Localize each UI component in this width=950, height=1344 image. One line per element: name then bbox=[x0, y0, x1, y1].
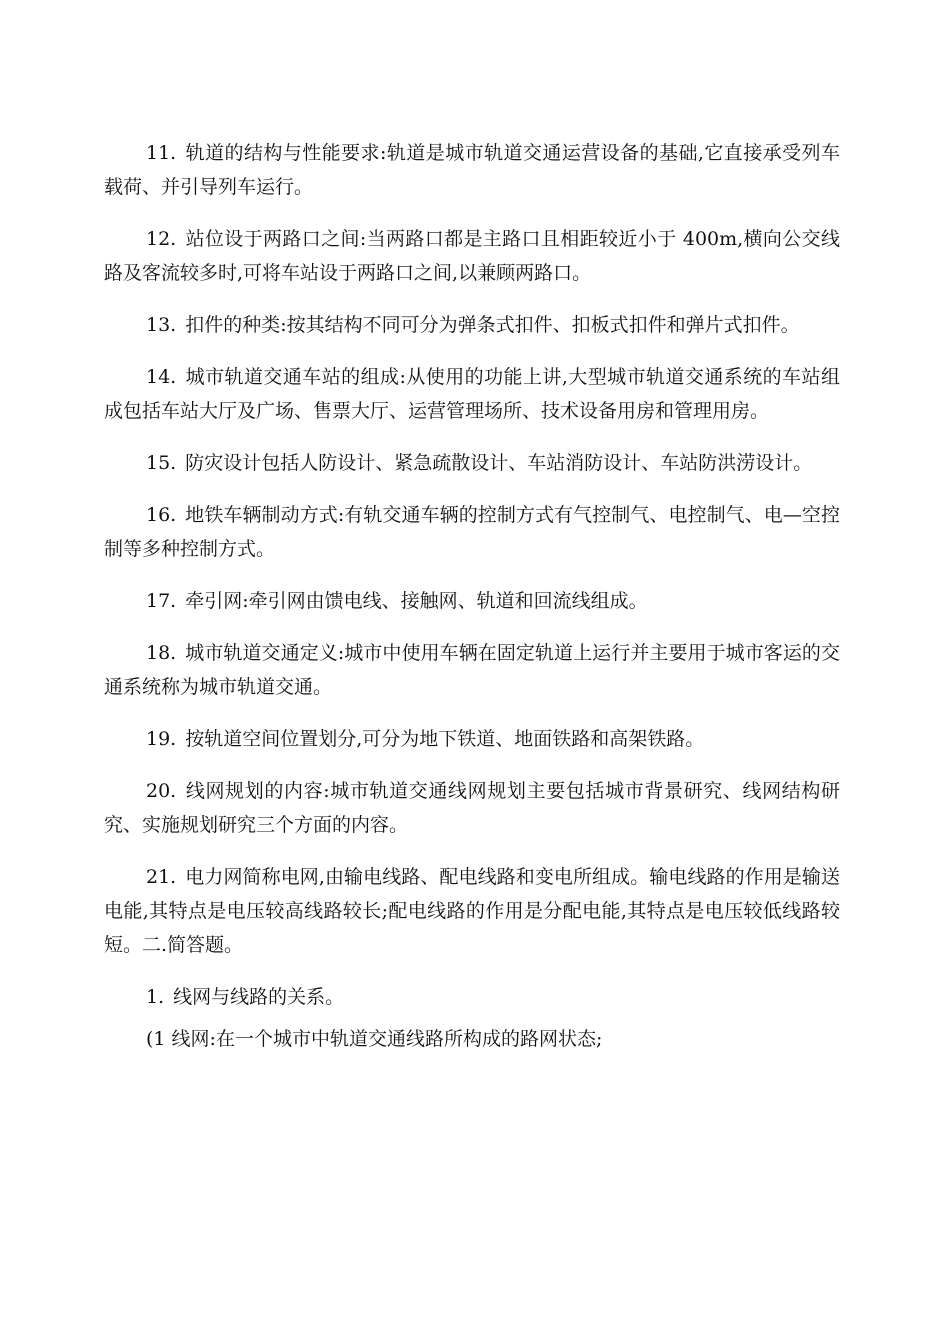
paragraph-text: 轨道的结构与性能要求:轨道是城市轨道交通运营设备的基础,它直接承受列车载荷、并引导列车运行。 bbox=[104, 142, 840, 198]
paragraph-17 bbox=[104, 584, 840, 618]
item-number: 12. bbox=[146, 228, 177, 250]
item-number: 1. bbox=[146, 986, 165, 1008]
paragraph-21 bbox=[104, 860, 840, 962]
paragraph-text: 线网规划的内容:城市轨道交通线网规划主要包括城市背景研究、线网结构研究、实施规划研究三个方面的内容。 bbox=[104, 780, 840, 836]
item-number: 14. bbox=[146, 366, 177, 388]
paragraph-12 bbox=[104, 222, 840, 290]
short-answer-1 bbox=[104, 980, 840, 1014]
item-number: 19. bbox=[146, 728, 177, 750]
paragraph-text: 牵引网:牵引网由馈电线、接触网、轨道和回流线组成。 bbox=[185, 590, 648, 612]
paragraph-11 bbox=[104, 136, 840, 204]
short-answer-1-sub-1 bbox=[104, 1022, 840, 1056]
item-number: 15. bbox=[146, 452, 177, 474]
item-number: 20. bbox=[146, 780, 177, 802]
document-body bbox=[104, 136, 840, 1074]
paragraph-text: 电力网简称电网,由输电线路、配电线路和变电所组成。输电线路的作用是输送电能,其特点是电压较高线路较长;配电线路的作用是分配电能,其特点是电压较低线路较短。二.简答题。 bbox=[104, 866, 840, 956]
paragraph-19 bbox=[104, 722, 840, 756]
paragraph-15 bbox=[104, 446, 840, 480]
item-number: 13. bbox=[146, 314, 177, 336]
paragraph-text: 按轨道空间位置划分,可分为地下铁道、地面铁路和高架铁路。 bbox=[185, 728, 705, 750]
paragraph-14 bbox=[104, 360, 840, 428]
paragraph-text: 城市轨道交通定义:城市中使用车辆在固定轨道上运行并主要用于城市客运的交通系统称为城市轨道交通。 bbox=[104, 642, 840, 698]
paragraph-text: 扣件的种类:按其结构不同可分为弹条式扣件、扣板式扣件和弹片式扣件。 bbox=[185, 314, 800, 336]
paragraph-18 bbox=[104, 636, 840, 704]
item-number: 18. bbox=[146, 642, 177, 664]
paragraph-20 bbox=[104, 774, 840, 842]
paragraph-text: 线网与线路的关系。 bbox=[173, 986, 345, 1008]
paragraph-text: 地铁车辆制动方式:有轨交通车辆的控制方式有气控制气、电控制气、电—空控制等多种控制方式。 bbox=[104, 504, 840, 560]
paragraph-16 bbox=[104, 498, 840, 566]
paragraph-text: (1 线网:在一个城市中轨道交通线路所构成的路网状态; bbox=[146, 1028, 603, 1050]
item-number: 17. bbox=[146, 590, 177, 612]
paragraph-text: 防灾设计包括人防设计、紧急疏散设计、车站消防设计、车站防洪涝设计。 bbox=[185, 452, 813, 474]
item-number: 21. bbox=[146, 866, 177, 888]
item-number: 11. bbox=[146, 142, 177, 164]
item-number: 16. bbox=[146, 504, 177, 526]
paragraph-text: 站位设于两路口之间:当两路口都是主路口且相距较近小于 400m,横向公交线路及客流较多时,可将车站设于两路口之间,以兼顾两路口。 bbox=[104, 228, 840, 284]
paragraph-text: 城市轨道交通车站的组成:从使用的功能上讲,大型城市轨道交通系统的车站组成包括车站大厅及广场、售票大厅、运营管理场所、技术设备用房和管理用房。 bbox=[104, 366, 840, 422]
paragraph-13 bbox=[104, 308, 840, 342]
